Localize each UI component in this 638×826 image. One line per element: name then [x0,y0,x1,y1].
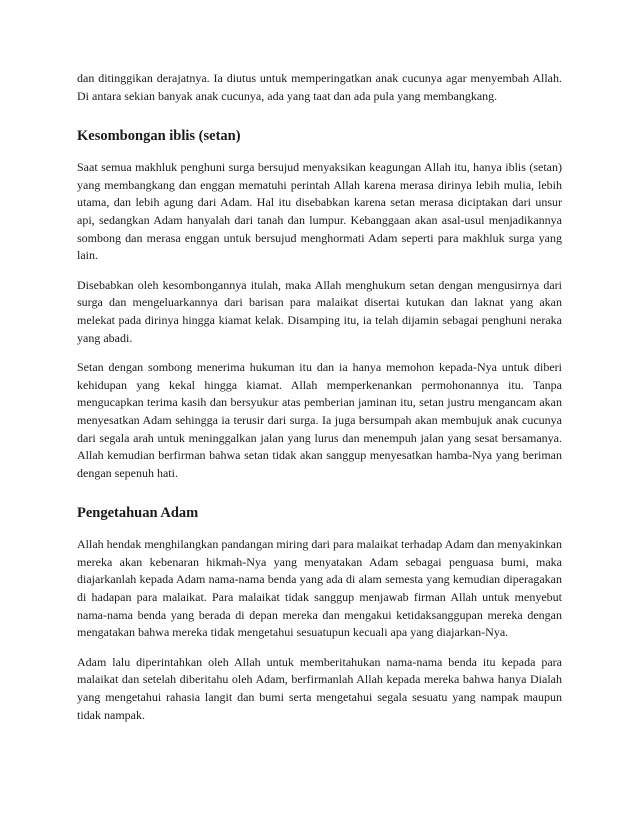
paragraph: Adam lalu diperintahkan oleh Allah untuk memberitahukan nama-nama benda itu kepada para malaikat dan setelah diberitahu oleh Adam, berfirmanlah Allah kepada mereka bahwa hanya Dialah yang mengetahui rahasia langit dan bumi serta mengetahui segala sesuatu yang nampak maupun tidak nampak. [77,654,562,722]
paragraph: Disebabkan oleh kesombongannya itulah, maka Allah menghukum setan dengan mengusirnya dari surga dan mengeluarkannya dari barisan para malaikat disertai kutukan dan laknat yang akan melekat pada dirinya hingga kiamat kelak. Disamping itu, ia telah dijamin sebagai penghuni neraka yang abadi. [77,277,562,345]
intro-paragraph: dan ditinggikan derajatnya. Ia diutus untuk memperingatkan anak cucunya agar menyembah Allah. Di antara sekian banyak anak cucunya, ada yang taat dan ada pula yang membangkang. [77,71,562,103]
paragraph: Saat semua makhluk penghuni surga bersujud menyaksikan keagungan Allah itu, hanya iblis (setan) yang membangkang dan enggan mematuhi perintah Allah karena merasa dirinya lebih mulia, lebih utama, dan lebih agung dari Adam. Hal itu disebabkan karena setan merasa diciptakan dari unsur api, sedangkan Adam hanyalah dari tanah dan lumpur. Kebanggaan akan asal-usul menjadikannya sombong dan merasa enggan untuk bersujud menghormati Adam seperti para makhluk surga yang lain. [77,160,562,263]
paragraph: Setan dengan sombong menerima hukuman itu dan ia hanya memohon kepada-Nya untuk diberi kehidupan yang kekal hingga kiamat. Allah memperkenankan permohonannya itu. Tanpa mengucapkan terima kasih dan bersyukur atas pemberian jaminan itu, setan justru mengancam akan menyesatkan Adam sehingga ia terusir dari surga. Ia juga bersumpah akan membujuk anak cucunya dari segala arah untuk meninggalkan jalan yang lurus dan menempuh jalan yang sesat bersamanya. Allah kemudian berfirman bahwa setan tidak akan sanggup menyesatkan hamba-Nya yang beriman dengan sepenuh hati. [77,360,562,480]
document-page [77,70,562,736]
section-heading-pengetahuan: Pengetahuan Adam [77,505,199,522]
section-heading-kesombongan: Kesombongan iblis (setan) [77,128,241,145]
paragraph: Allah hendak menghilangkan pandangan miring dari para malaikat terhadap Adam dan menyakinkan mereka akan kebenaran hikmah-Nya yang menyatakan Adam sebagai penguasa bumi, maka diajarkanlah kepada Adam nama-nama benda yang ada di alam semesta yang kemudian diperagakan di hadapan para malaikat. Para malaikat tidak sanggup menjawab firman Allah untuk menyebut nama-nama benda yang berada di depan mereka dan mengakui ketidaksanggupan mereka dengan mengatakan bahwa mereka tidak mengetahui sesuatupun kecuali apa yang diajarkan-Nya. [77,537,562,640]
